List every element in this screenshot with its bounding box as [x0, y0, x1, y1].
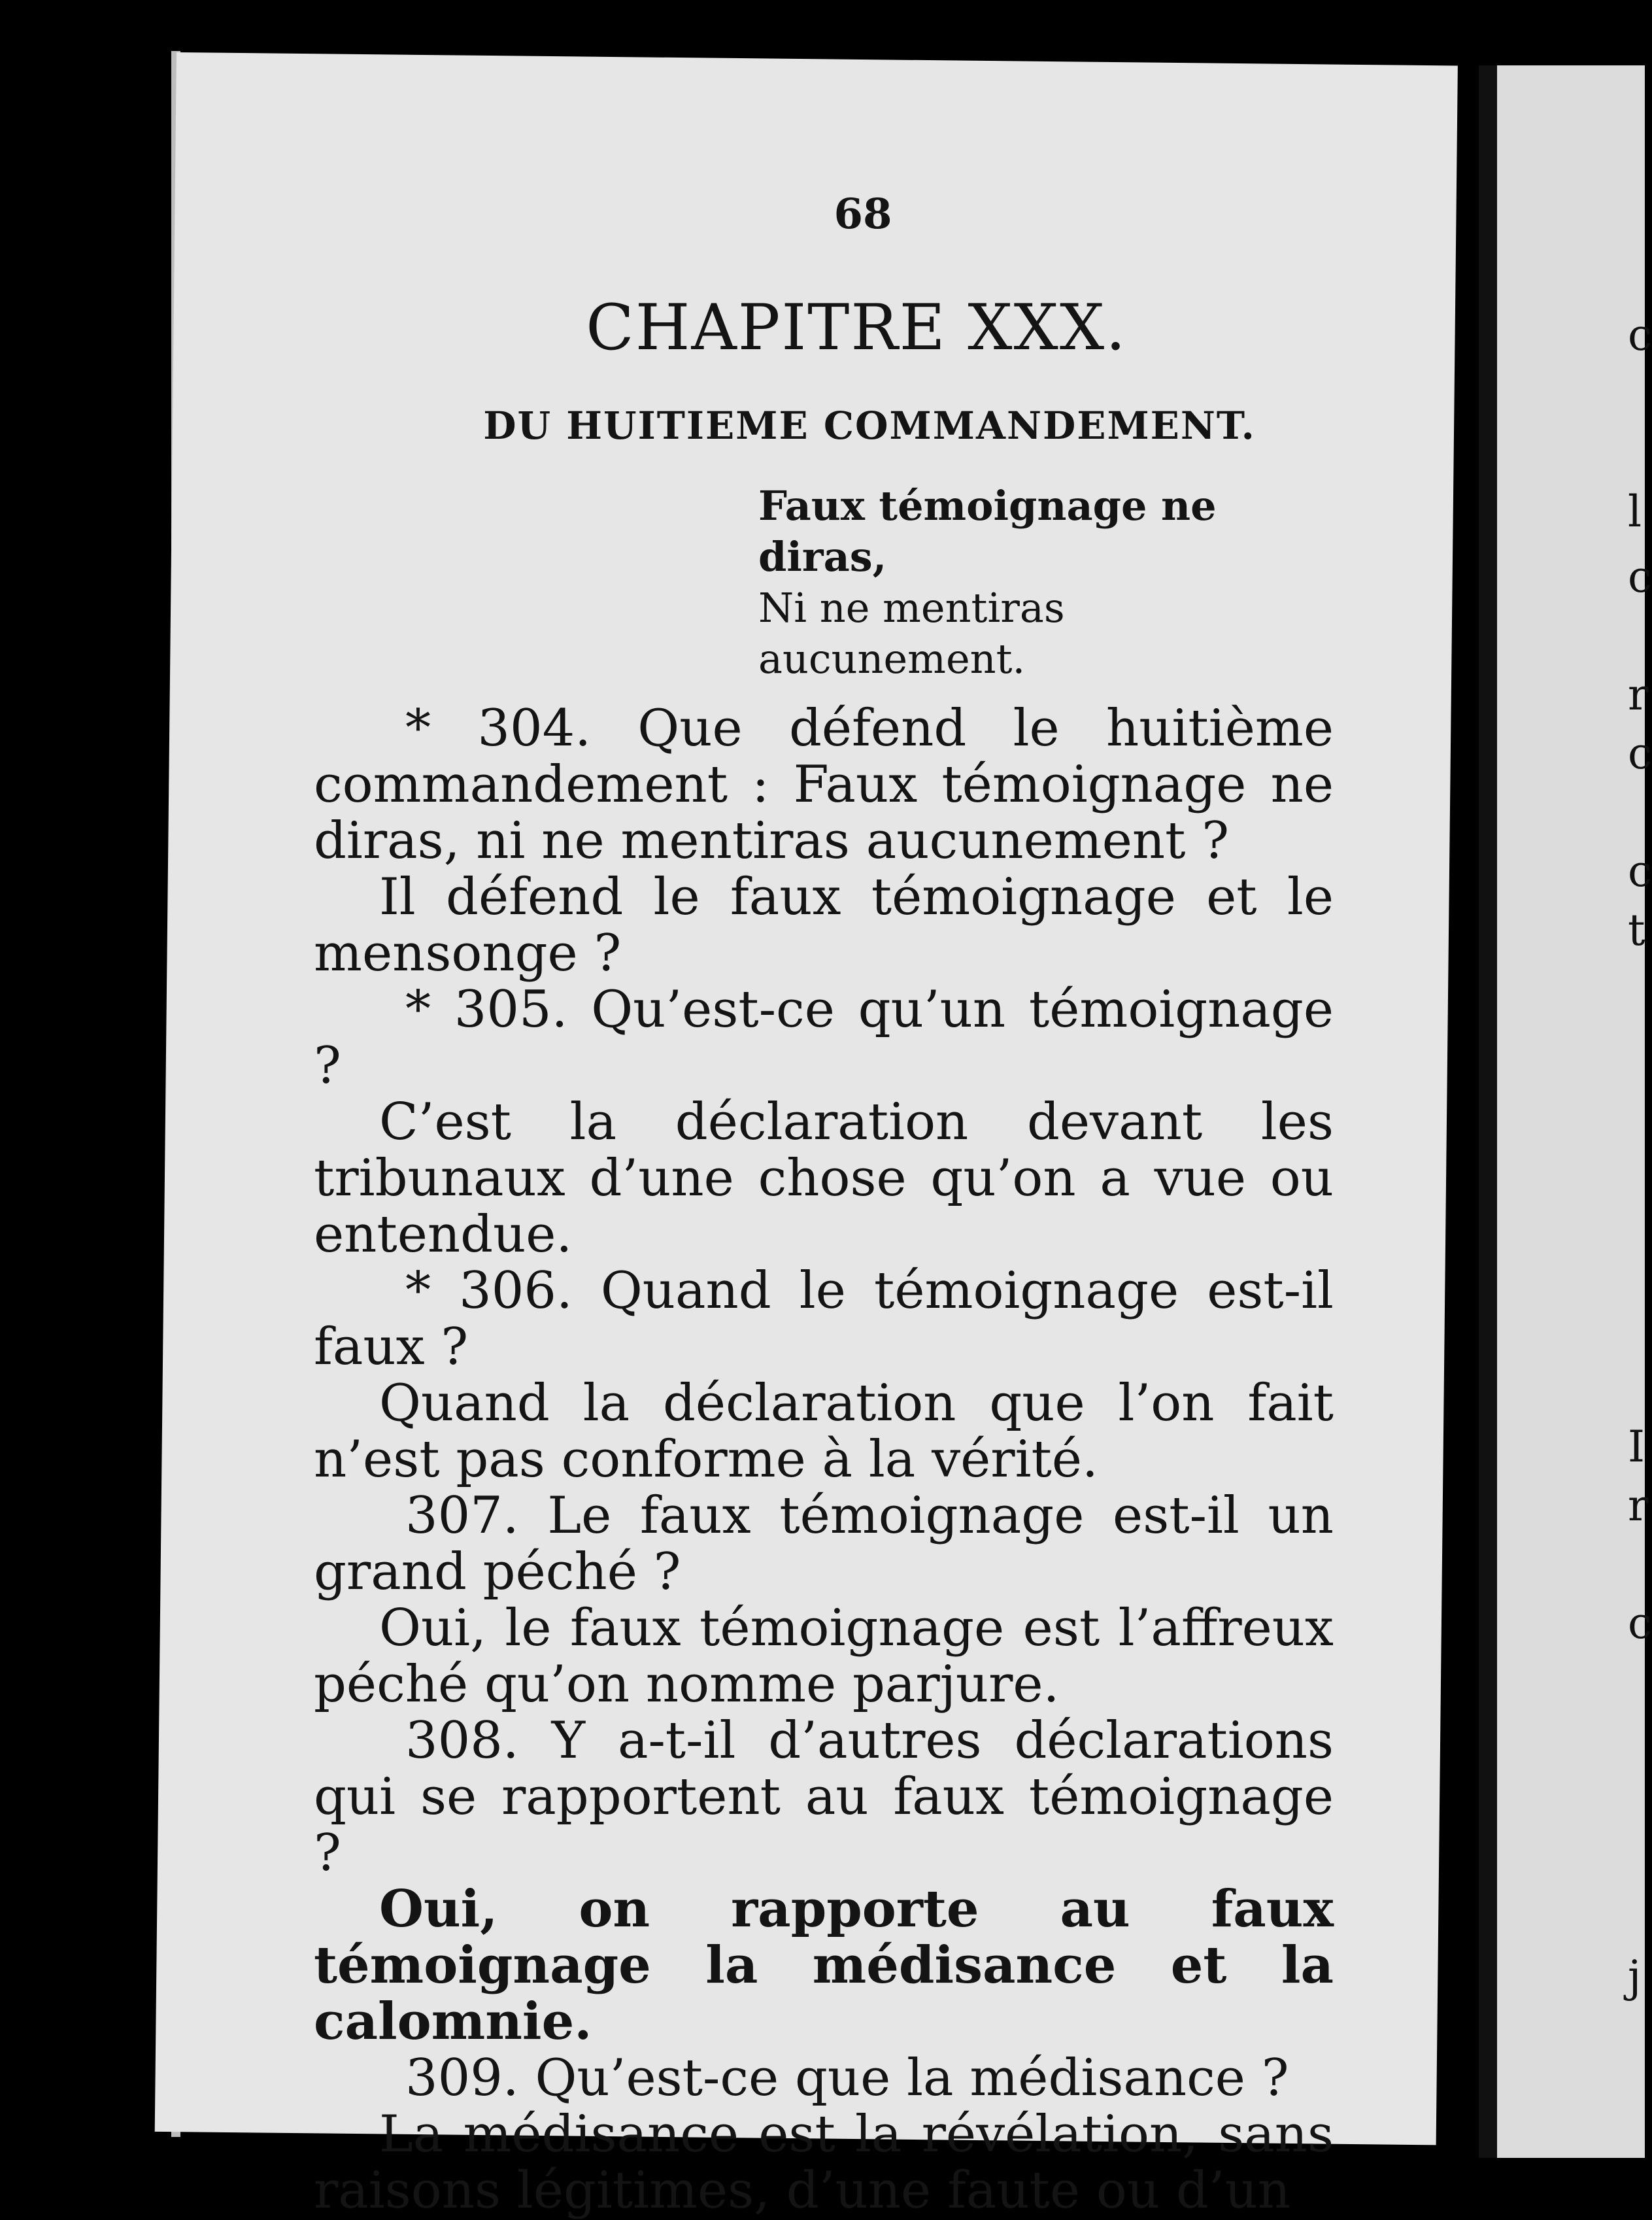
- epigraph-line: Faux témoignage ne diras,: [758, 482, 1217, 581]
- question-306: * 306. Quand le témoignage est-il faux ?: [314, 1261, 1334, 1376]
- facing-page-fragment: j: [1628, 1951, 1642, 2002]
- facing-page-fragment: c: [1628, 846, 1652, 897]
- answer-304: Il défend le faux témoignage et le mensonge ?: [314, 868, 1334, 983]
- page-number: 68: [834, 190, 892, 239]
- answer-307: Oui, le faux témoignage est l’affreux péché qu’on nomme parjure.: [314, 1599, 1334, 1714]
- chapter-title: CHAPITRE XXX.: [586, 291, 1127, 364]
- facing-page-fragment: l: [1628, 487, 1642, 537]
- answer-306: Quand la déclaration que l’on fait n’est pas conforme à la vérité.: [314, 1374, 1334, 1489]
- facing-page: [1497, 65, 1645, 2158]
- facing-page-fragment: c: [1628, 310, 1652, 360]
- question-309: 309. Qu’est-ce que la médisance ?: [405, 2049, 1289, 2108]
- facing-page-fragment: c: [1628, 728, 1652, 779]
- question-307: 307. Le faux témoignage est-il un grand péché ?: [314, 1486, 1334, 1601]
- facing-page-fragment: c: [1628, 552, 1652, 602]
- answer-309: La médisance est la révélation, sans raisons légitimes, d’une faute ou d’un: [314, 2105, 1334, 2220]
- facing-page-fragment: r: [1628, 670, 1649, 720]
- question-304: * 304. Que défend le huitième commandement : Faux témoignage ne diras, ni ne mentiras aucunement ?: [314, 699, 1334, 870]
- question-305: * 305. Qu’est-ce qu’un témoignage ?: [314, 980, 1334, 1095]
- epigraph-line: Ni ne mentiras aucunement.: [758, 584, 1065, 683]
- facing-page-fragment: I: [1628, 1422, 1645, 1472]
- question-308: 308. Y a-t-il d’autres déclarations qui se rapportent au faux témoignage ?: [314, 1711, 1334, 1883]
- facing-page-fragment: c: [1628, 1598, 1652, 1648]
- epigraph: [758, 481, 1334, 685]
- facing-page-fragment: t: [1628, 905, 1645, 955]
- section-title: DU HUITIEME COMMANDEMENT.: [483, 403, 1256, 448]
- answer-305: C’est la déclaration devant les tribunaux d’une chose qu’on a vue ou entendue.: [314, 1093, 1334, 1264]
- facing-page-fragment: r: [1628, 1480, 1649, 1531]
- page-gutter: [1479, 65, 1497, 2158]
- answer-308: Oui, on rapporte au faux témoignage la médisance et la calomnie.: [314, 1879, 1334, 2051]
- page-content: [314, 131, 1334, 2219]
